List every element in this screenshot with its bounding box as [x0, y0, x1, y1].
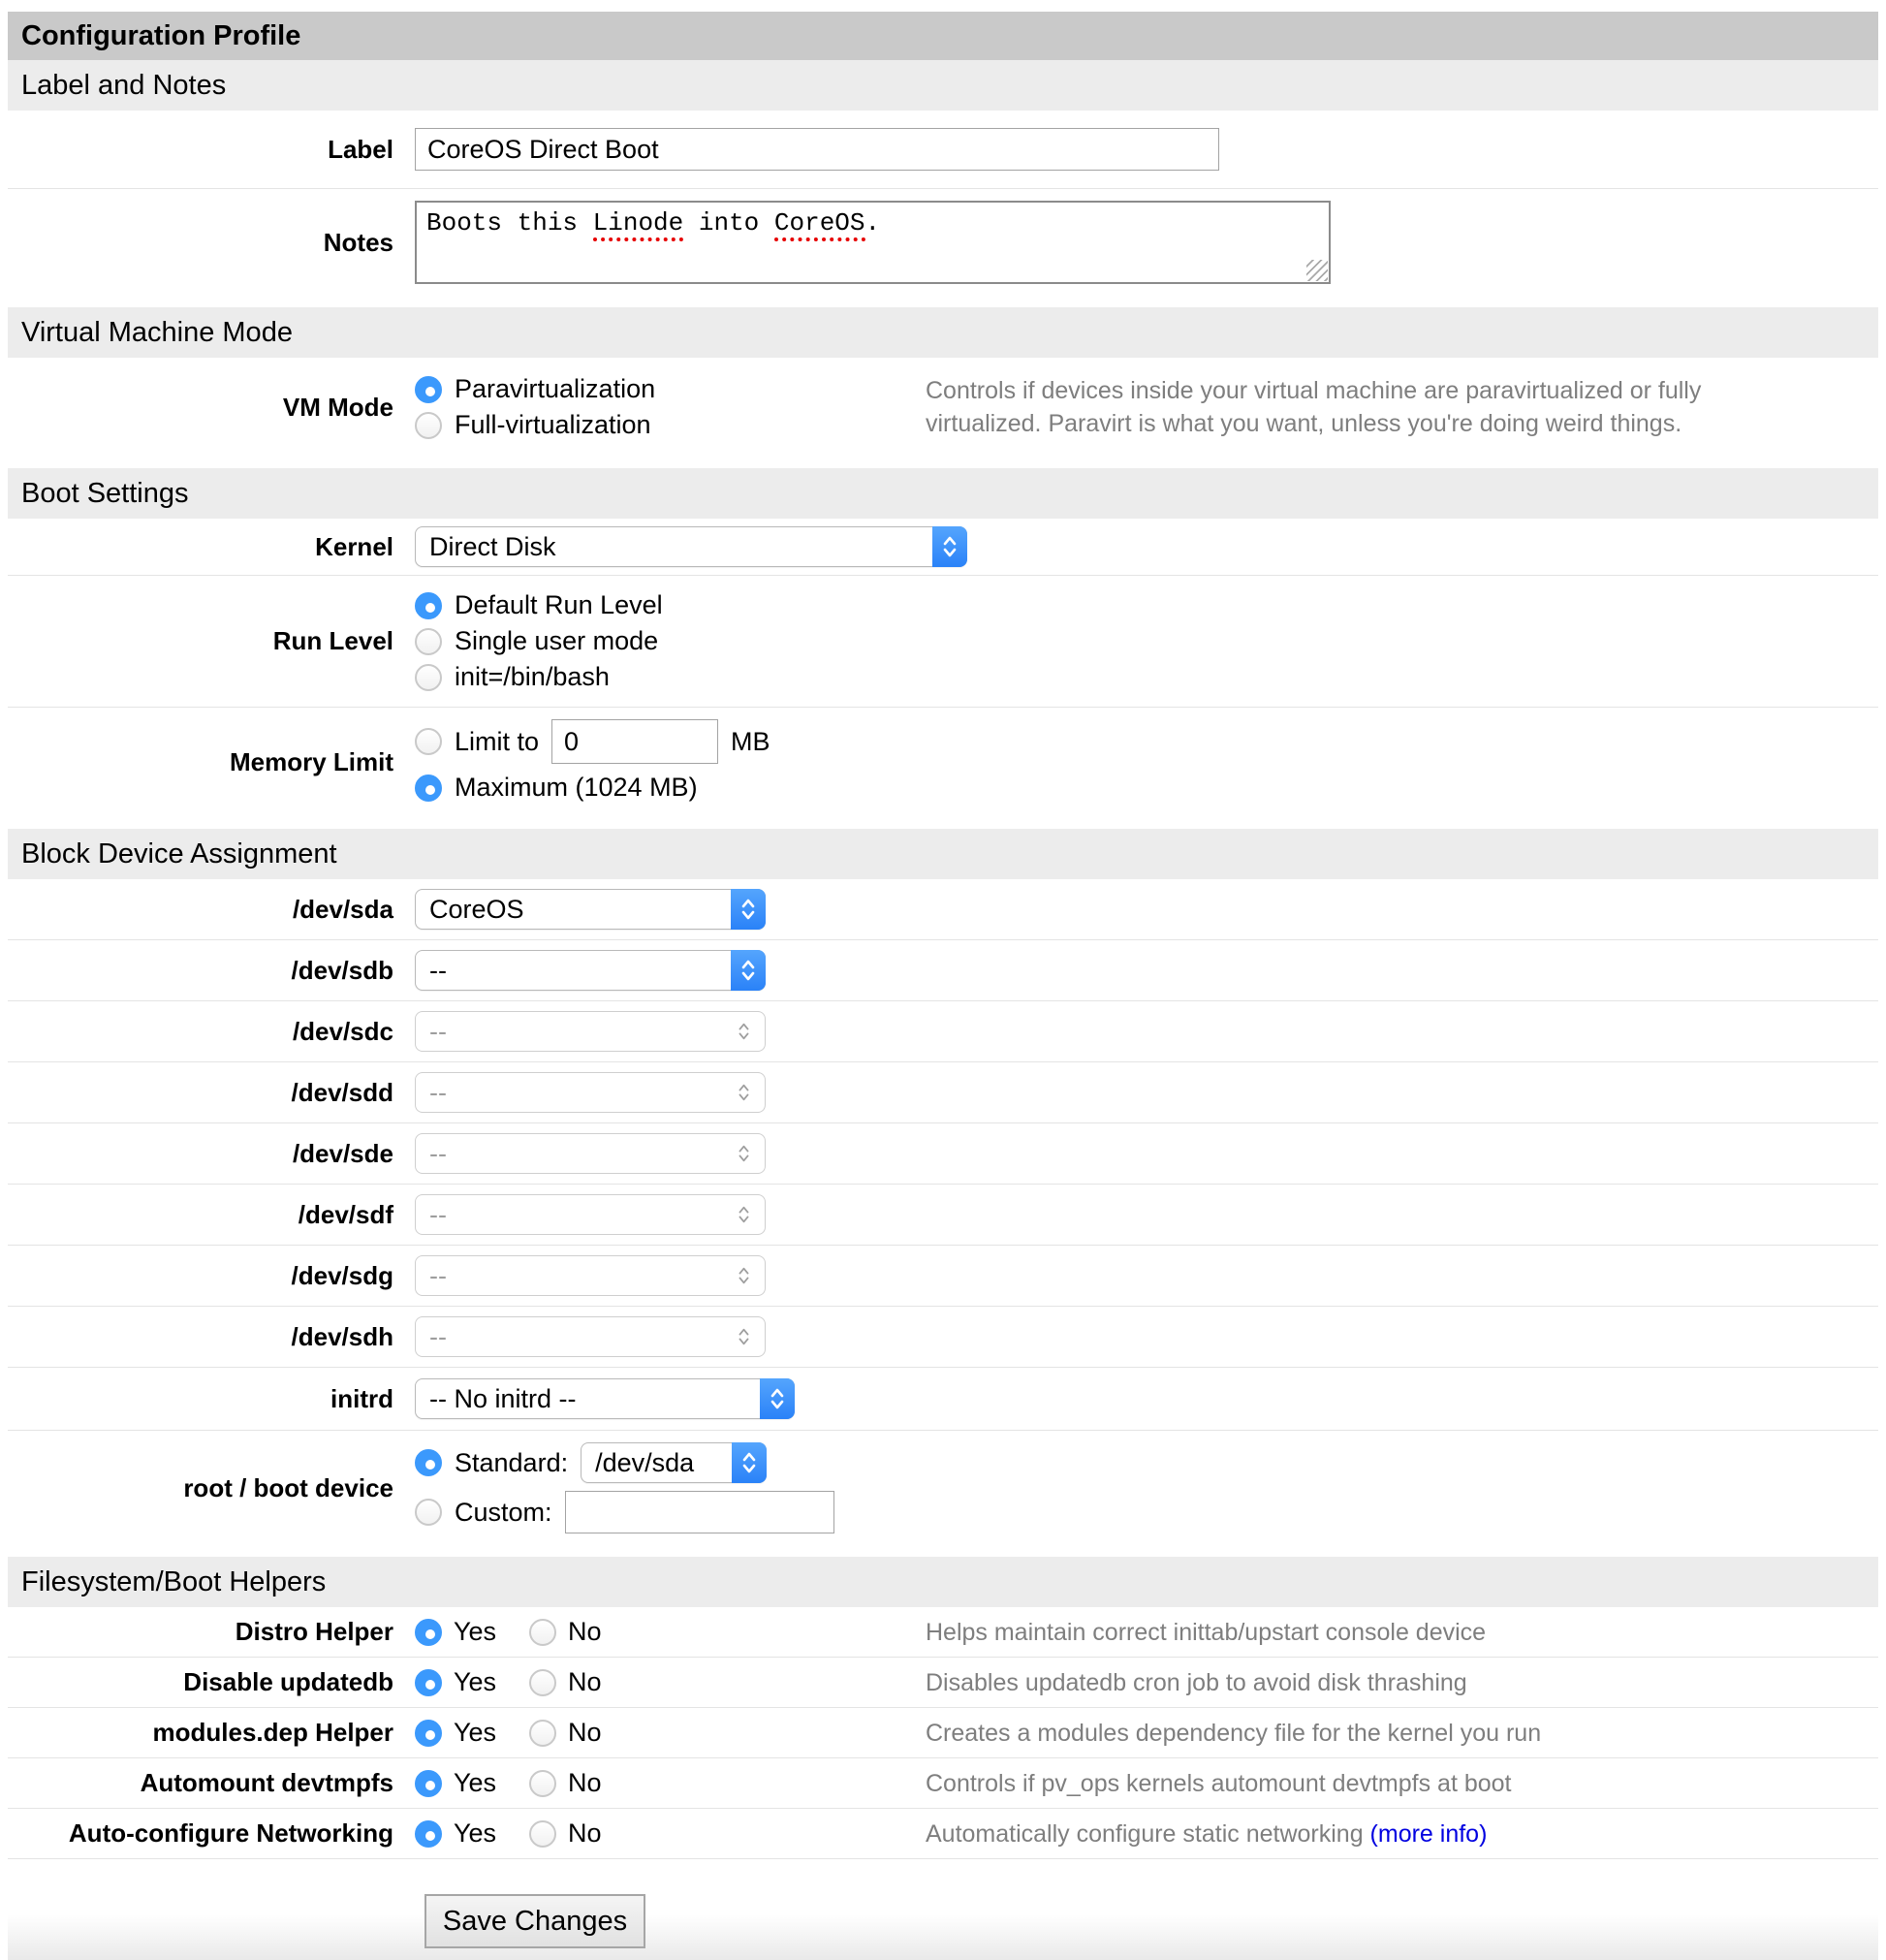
- section-header-helpers: Filesystem/Boot Helpers: [8, 1557, 1878, 1607]
- device-select-value: --: [429, 1260, 447, 1290]
- run-level-row: [8, 575, 1878, 707]
- device-sdf-select: [415, 1194, 766, 1235]
- run-level-label: Run Level: [272, 626, 393, 655]
- custom-device-input[interactable]: [565, 1491, 834, 1533]
- device-row-sdf: [8, 1184, 1878, 1245]
- yes-label: Yes: [454, 1768, 497, 1797]
- initrd-label: initrd: [330, 1383, 393, 1413]
- memory-unit-label: MB: [731, 726, 770, 756]
- notes-text: .: [864, 208, 881, 237]
- device-row-sdb: [8, 939, 1878, 1000]
- radio-option-label: Paravirtualization: [455, 374, 656, 403]
- initrd-select-value: -- No initrd --: [429, 1383, 577, 1413]
- standard-device-value: /dev/sda: [595, 1447, 695, 1477]
- device-select-value: --: [429, 1138, 447, 1168]
- vm-mode-option-paravirtualization[interactable]: [415, 371, 926, 407]
- memory-limit-option-maximum[interactable]: [415, 770, 926, 806]
- yes-label: Yes: [454, 1617, 497, 1646]
- root-boot-device-label: root / boot device: [183, 1472, 393, 1502]
- notes-text: into: [683, 208, 774, 237]
- helper-help-text: Creates a modules dependency file for the kernel you run: [926, 1719, 1542, 1747]
- initrd-row: [8, 1367, 1878, 1430]
- helper-help-text: Automatically configure static networking: [926, 1819, 1370, 1848]
- radio-checked-icon[interactable]: [415, 775, 442, 802]
- helper-help-text: [926, 1818, 1817, 1850]
- select-chevrons-icon: [726, 1072, 761, 1113]
- run-level-option-single-user[interactable]: [415, 623, 926, 659]
- notes-field-label: Notes: [323, 227, 393, 257]
- device-row-sdd: [8, 1061, 1878, 1122]
- more-info-link[interactable]: (more info): [1369, 1819, 1488, 1848]
- label-row: [8, 111, 1878, 188]
- initrd-select[interactable]: [415, 1378, 795, 1419]
- helper-label: Distro Helper: [235, 1617, 393, 1646]
- vm-mode-option-full-virtualization[interactable]: [415, 407, 926, 443]
- helper-label: modules.dep Helper: [152, 1718, 393, 1747]
- kernel-select-value: Direct Disk: [429, 531, 556, 561]
- misspelled-word: CoreOS: [774, 208, 865, 241]
- section-header-vm-mode: Virtual Machine Mode: [8, 307, 1878, 358]
- device-sda-select[interactable]: [415, 889, 766, 930]
- select-chevrons-icon: [732, 1442, 767, 1483]
- footer: [8, 1859, 1878, 1960]
- memory-limit-row: [8, 707, 1878, 817]
- section-header-label-and-notes: Label and Notes: [8, 60, 1878, 111]
- select-chevrons-icon: [760, 1378, 795, 1419]
- memory-limit-input[interactable]: [551, 719, 718, 764]
- helper-row-devtmpfs: [8, 1757, 1878, 1808]
- memory-limit-option-limit[interactable]: [415, 719, 926, 764]
- device-row-sdh: [8, 1306, 1878, 1367]
- resize-grip-icon[interactable]: [1306, 260, 1328, 281]
- radio-unchecked-icon[interactable]: [415, 664, 442, 691]
- device-row-sdc: [8, 1000, 1878, 1061]
- radio-no-unchecked-icon[interactable]: [529, 1820, 556, 1848]
- device-row-sdg: [8, 1245, 1878, 1306]
- select-chevrons-icon: [726, 1133, 761, 1174]
- radio-option-label: Limit to: [455, 726, 540, 756]
- device-label: /dev/sdh: [291, 1321, 393, 1351]
- helper-label: Auto-configure Networking: [68, 1818, 393, 1848]
- radio-option-label: init=/bin/bash: [455, 662, 610, 691]
- helper-row-networking: [8, 1808, 1878, 1858]
- helper-help-text: Disables updatedb cron job to avoid disk thrashing: [926, 1668, 1467, 1696]
- select-chevrons-icon: [726, 1194, 761, 1235]
- no-label: No: [568, 1718, 602, 1747]
- kernel-row: [8, 519, 1878, 575]
- vm-mode-help-text: Controls if devices inside your virtual machine are paravirtualized or fully virtualized. Paravirt is what you want, unless you're doing weird things.: [926, 377, 1702, 437]
- device-sdh-select: [415, 1316, 766, 1357]
- kernel-label: Kernel: [315, 531, 393, 561]
- label-input[interactable]: [415, 128, 1219, 171]
- device-select-value: --: [429, 1077, 447, 1107]
- device-label: /dev/sdc: [292, 1016, 393, 1046]
- select-chevrons-icon: [726, 1255, 761, 1296]
- page-title: Configuration Profile: [8, 12, 1878, 60]
- device-label: /dev/sdf: [298, 1199, 393, 1229]
- radio-option-label: Full-virtualization: [455, 410, 651, 439]
- no-label: No: [568, 1818, 602, 1848]
- device-row-sda: [8, 879, 1878, 939]
- helper-help-text: Controls if pv_ops kernels automount devtmpfs at boot: [926, 1769, 1512, 1797]
- device-select-value: --: [429, 955, 447, 985]
- label-field-label: Label: [328, 134, 393, 164]
- radio-yes-checked-icon[interactable]: [415, 1619, 442, 1646]
- device-label: /dev/sdb: [291, 955, 393, 985]
- notes-row: [8, 188, 1878, 296]
- select-chevrons-icon: [932, 526, 967, 567]
- helper-label: Disable updatedb: [183, 1667, 393, 1696]
- helper-row-updatedb: [8, 1657, 1878, 1707]
- radio-unchecked-icon[interactable]: [415, 728, 442, 755]
- no-label: No: [568, 1768, 602, 1797]
- device-label: /dev/sda: [292, 894, 393, 924]
- section-header-boot-settings: Boot Settings: [8, 468, 1878, 519]
- helper-help-text: Helps maintain correct inittab/upstart console device: [926, 1618, 1487, 1646]
- no-label: No: [568, 1667, 602, 1696]
- notes-text: Boots this: [426, 208, 593, 237]
- helper-label: Automount devtmpfs: [140, 1768, 393, 1797]
- vm-mode-row: [8, 358, 1878, 457]
- device-row-sde: [8, 1122, 1878, 1184]
- radio-no-unchecked-icon[interactable]: [529, 1669, 556, 1696]
- misspelled-word: Linode: [593, 208, 684, 241]
- select-chevrons-icon: [726, 1011, 761, 1052]
- radio-checked-icon[interactable]: [415, 1449, 442, 1476]
- device-label: /dev/sdg: [291, 1260, 393, 1290]
- device-sdb-select[interactable]: [415, 950, 766, 991]
- radio-no-unchecked-icon[interactable]: [529, 1720, 556, 1747]
- device-select-value: --: [429, 1016, 447, 1046]
- save-changes-button[interactable]: Save Changes: [424, 1894, 645, 1948]
- radio-option-label: Maximum (1024 MB): [455, 773, 698, 802]
- radio-option-label: Default Run Level: [455, 590, 663, 619]
- radio-no-unchecked-icon[interactable]: [529, 1770, 556, 1797]
- yes-label: Yes: [454, 1667, 497, 1696]
- radio-yes-checked-icon[interactable]: [415, 1820, 442, 1848]
- radio-yes-checked-icon[interactable]: [415, 1770, 442, 1797]
- vm-mode-label: VM Mode: [282, 392, 393, 422]
- root-device-option-custom[interactable]: [415, 1491, 926, 1533]
- radio-checked-icon[interactable]: [415, 592, 442, 619]
- section-header-block-devices: Block Device Assignment: [8, 829, 1878, 879]
- notes-textarea[interactable]: [415, 201, 1331, 284]
- select-chevrons-icon: [731, 889, 766, 930]
- radio-yes-checked-icon[interactable]: [415, 1669, 442, 1696]
- yes-label: Yes: [454, 1818, 497, 1848]
- device-select-value: --: [429, 1199, 447, 1229]
- device-select-value: CoreOS: [429, 894, 524, 924]
- radio-unchecked-icon[interactable]: [415, 412, 442, 439]
- yes-label: Yes: [454, 1718, 497, 1747]
- device-label: /dev/sde: [292, 1138, 393, 1168]
- select-chevrons-icon: [726, 1316, 761, 1357]
- device-sde-select: [415, 1133, 766, 1174]
- radio-option-label: Custom:: [455, 1497, 552, 1527]
- run-level-option-default[interactable]: [415, 587, 926, 623]
- kernel-select[interactable]: [415, 526, 967, 567]
- root-device-option-standard[interactable]: [415, 1442, 926, 1483]
- device-sdg-select: [415, 1255, 766, 1296]
- device-sdc-select: [415, 1011, 766, 1052]
- radio-option-label: Single user mode: [455, 626, 659, 655]
- device-sdd-select: [415, 1072, 766, 1113]
- select-chevrons-icon: [731, 950, 766, 991]
- no-label: No: [568, 1617, 602, 1646]
- device-select-value: --: [429, 1321, 447, 1351]
- radio-unchecked-icon[interactable]: [415, 1499, 442, 1526]
- radio-no-unchecked-icon[interactable]: [529, 1619, 556, 1646]
- radio-unchecked-icon[interactable]: [415, 628, 442, 655]
- device-label: /dev/sdd: [291, 1077, 393, 1107]
- radio-yes-checked-icon[interactable]: [415, 1720, 442, 1747]
- helper-row-modules-dep: [8, 1707, 1878, 1757]
- run-level-option-init-bash[interactable]: [415, 659, 926, 695]
- helper-row-distro: [8, 1607, 1878, 1657]
- standard-device-select[interactable]: [581, 1442, 767, 1483]
- radio-checked-icon[interactable]: [415, 376, 442, 403]
- radio-option-label: Standard:: [455, 1447, 569, 1477]
- memory-limit-label: Memory Limit: [229, 747, 393, 776]
- root-boot-device-row: [8, 1430, 1878, 1545]
